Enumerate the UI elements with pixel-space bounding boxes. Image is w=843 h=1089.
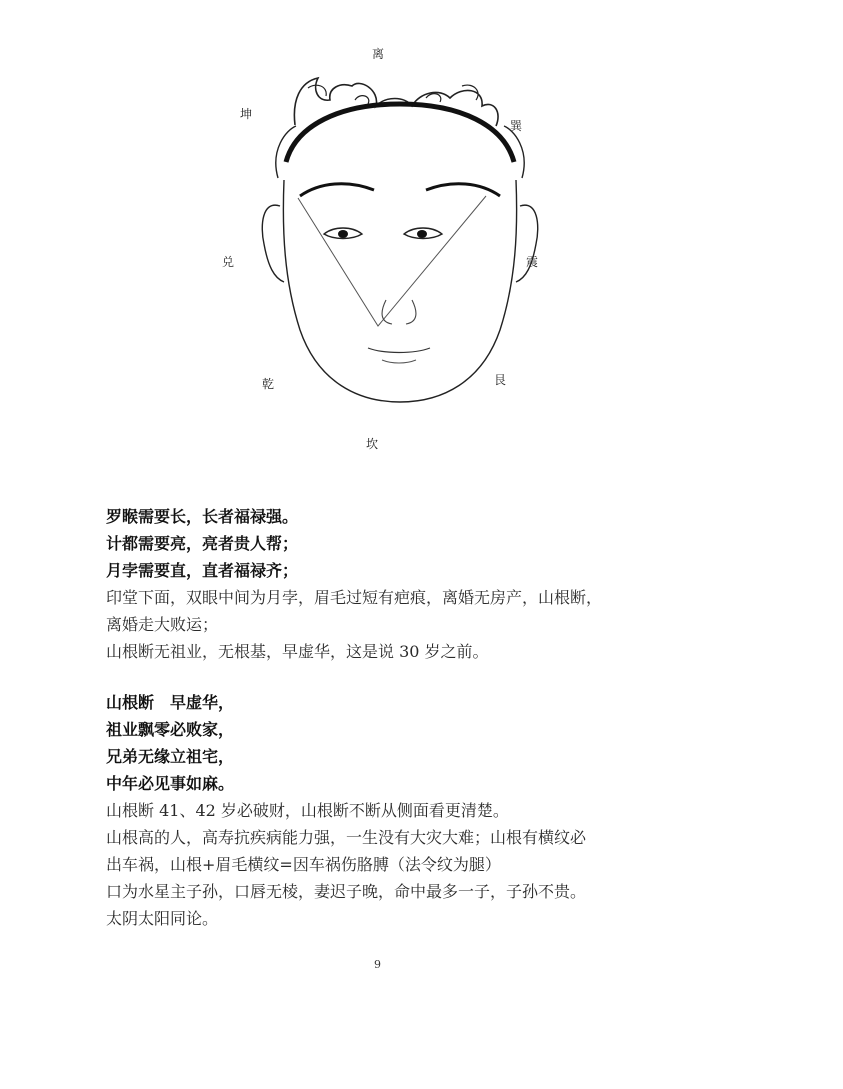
left-eyebrow xyxy=(300,184,374,196)
trigram-xun: 巽 xyxy=(510,119,523,133)
right-pupil xyxy=(417,230,427,238)
trigram-zhen: 震 xyxy=(526,255,539,269)
head-sides xyxy=(276,126,524,178)
right-eyebrow xyxy=(426,184,500,196)
mouth xyxy=(368,348,430,353)
trigram-kan: 坎 xyxy=(366,437,379,451)
page-number: 9 xyxy=(374,958,381,971)
text-line: 离婚走大败运； xyxy=(106,615,219,634)
left-ear xyxy=(262,205,284,282)
face-diagram xyxy=(200,30,600,470)
right-ear xyxy=(516,205,538,282)
trigram-gen: 艮 xyxy=(494,373,507,387)
trigram-kun: 坤 xyxy=(240,107,253,121)
text-line: 山根断无祖业，无根基，早虚华，这是说 30 岁之前。 xyxy=(106,642,489,661)
text-line: 山根高的人，高寿抗疾病能力强，一生没有大灾大难；山根有横纹必 xyxy=(106,828,587,847)
poem-line: 祖业飘零必败家， xyxy=(106,720,235,739)
headband xyxy=(286,104,514,162)
lower-lip xyxy=(382,360,416,363)
text-line: 山根断 41、42 岁必破财，山根断不断从侧面看更清楚。 xyxy=(106,801,509,820)
text-line: 罗睺需要长，长者福禄强。 xyxy=(106,507,299,526)
text-line: 月孛需要直，直者福禄齐； xyxy=(106,561,299,580)
nose xyxy=(382,300,416,324)
poem-line: 兄弟无缘立祖宅， xyxy=(106,747,235,766)
text-line: 太阴太阳同论。 xyxy=(106,909,219,928)
text-line: 计都需要亮，亮者贵人帮； xyxy=(106,534,299,553)
face-outline xyxy=(283,180,516,402)
trigram-qian: 乾 xyxy=(262,377,275,391)
face-illustration xyxy=(200,30,600,470)
poem-line: 山根断 早虚华， xyxy=(106,693,235,712)
left-pupil xyxy=(338,230,348,238)
text-line: 口为水星主子孙，口唇无棱，妻迟子晚，命中最多一子，子孙不贵。 xyxy=(106,882,587,901)
poem-line: 中年必见事如麻。 xyxy=(106,774,235,793)
triangle-lines xyxy=(298,196,486,326)
trigram-li: 离 xyxy=(372,47,385,61)
trigram-dui: 兑 xyxy=(222,255,235,269)
text-line: 印堂下面，双眼中间为月孛，眉毛过短有疤痕，离婚无房产，山根断， xyxy=(106,588,603,607)
body-text xyxy=(106,503,686,932)
text-line: 出车祸，山根+眉毛横纹=因车祸伤胳膊（法令纹为腿） xyxy=(106,855,501,874)
paragraph-gap xyxy=(106,665,686,689)
